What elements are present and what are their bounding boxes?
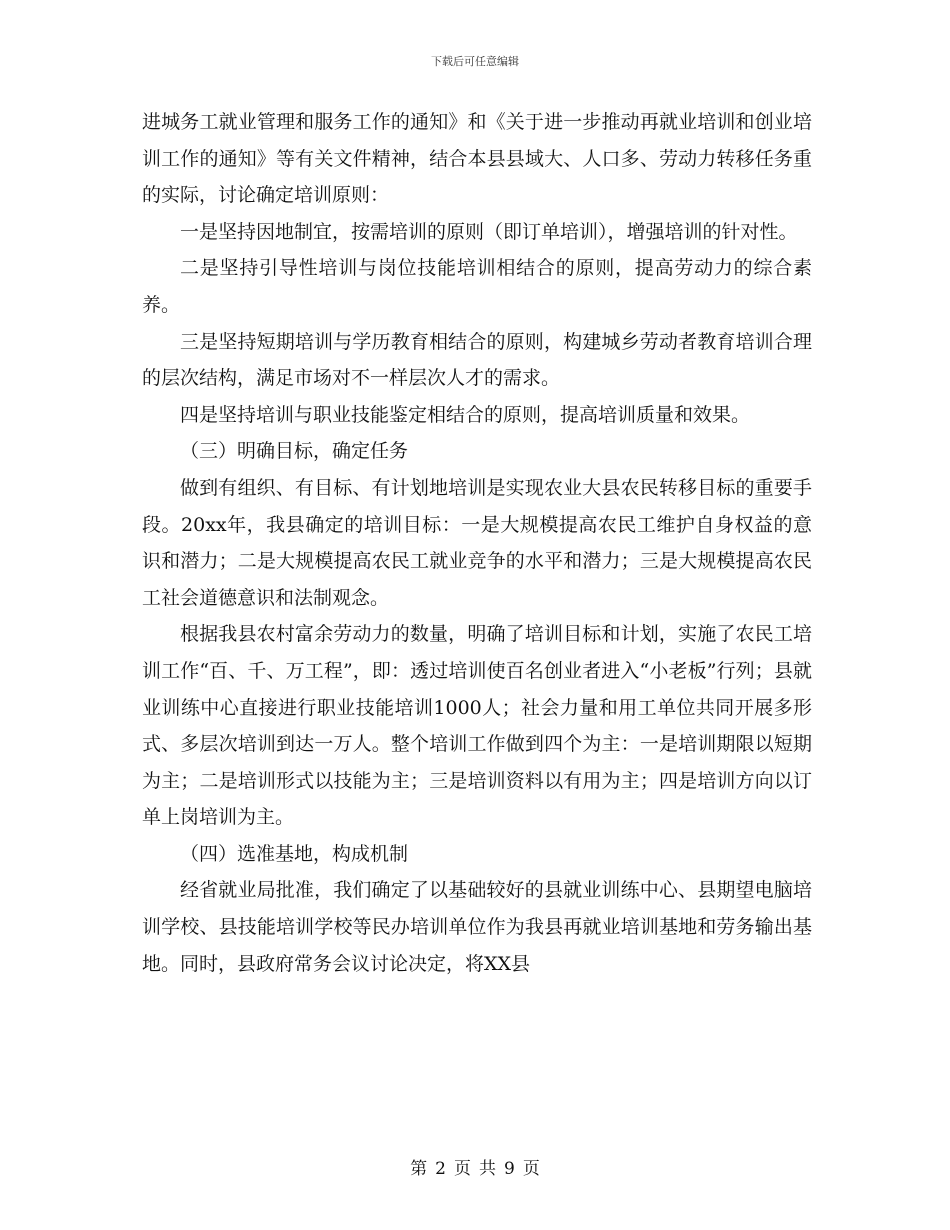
footer-gong: 共 (479, 1159, 496, 1179)
footer-ye: 页 (454, 1159, 471, 1179)
paragraph: 经省就业局批准，我们确定了以基础较好的县就业训练中心、县期望电脑培训学校、县技能培训学校等民办培训单位作为我县再就业培训基地和劳务输出基地。同时，县政府常务会议讨论决定，将XX县 (142, 879, 812, 975)
footer-page-number: 2 (435, 1159, 446, 1179)
paragraph: 做到有组织、有目标、有计划地培训是实现农业大县农民转移目标的重要手段。20xx年，我县确定的培训目标：一是大规模提高农民工维护自身权益的意识和潜力；二是大规模提高农民工就业竞争的水平和潜力；三是大规模提高农民工社会道德意识和法制观念。 (142, 476, 812, 609)
footer-total-pages: 9 (504, 1159, 515, 1179)
footer-ye-2: 页 (522, 1159, 540, 1179)
paragraph: 根据我县农村富余劳动力的数量，明确了培训目标和计划，实施了农民工培训工作“百、千、万工程”，即：透过培训使百名创业者进入“小老板”行列；县就业训练中心直接进行职业技能培训1000人；社会力量和用工单位共同开展多形式、多层次培训到达一万人。整个培训工作做到四个为主：一是培训期限以短期为主；二是培训形式以技能为主；三是培训资料以有用为主；四是培训方向以订单上岗培训为主。 (142, 623, 812, 829)
section-heading: （三）明确目标，确定任务 (180, 440, 409, 463)
paragraph: 二是坚持引导性培训与岗位技能培训相结合的原则，提高劳动力的综合素养。 (142, 257, 812, 316)
paragraph: 三是坚持短期培训与学历教育相结合的原则，构建城乡劳动者教育培训合理的层次结构，满足市场对不一样层次人才的需求。 (142, 330, 812, 390)
document-body (142, 104, 812, 982)
footer-di: 第 (410, 1159, 428, 1179)
paragraph: 进城务工就业管理和服务工作的通知》和《关于进一步推动再就业培训和创业培训工作的通知》等有关文件精神，结合本县县域大、人口多、劳动力转移任务重的实际，讨论确定培训原则： (142, 111, 812, 207)
section-heading: （四）选准基地，构成机制 (180, 842, 409, 865)
paragraph: 一是坚持因地制宜，按需培训的原则（即订单培训），增强培训的针对性。 (180, 220, 798, 243)
page-footer (0, 1154, 950, 1179)
page-header: 下载后可任意编辑 (431, 55, 519, 68)
paragraph: 四是坚持培训与职业技能鉴定相结合的原则，提高培训质量和效果。 (180, 403, 751, 426)
